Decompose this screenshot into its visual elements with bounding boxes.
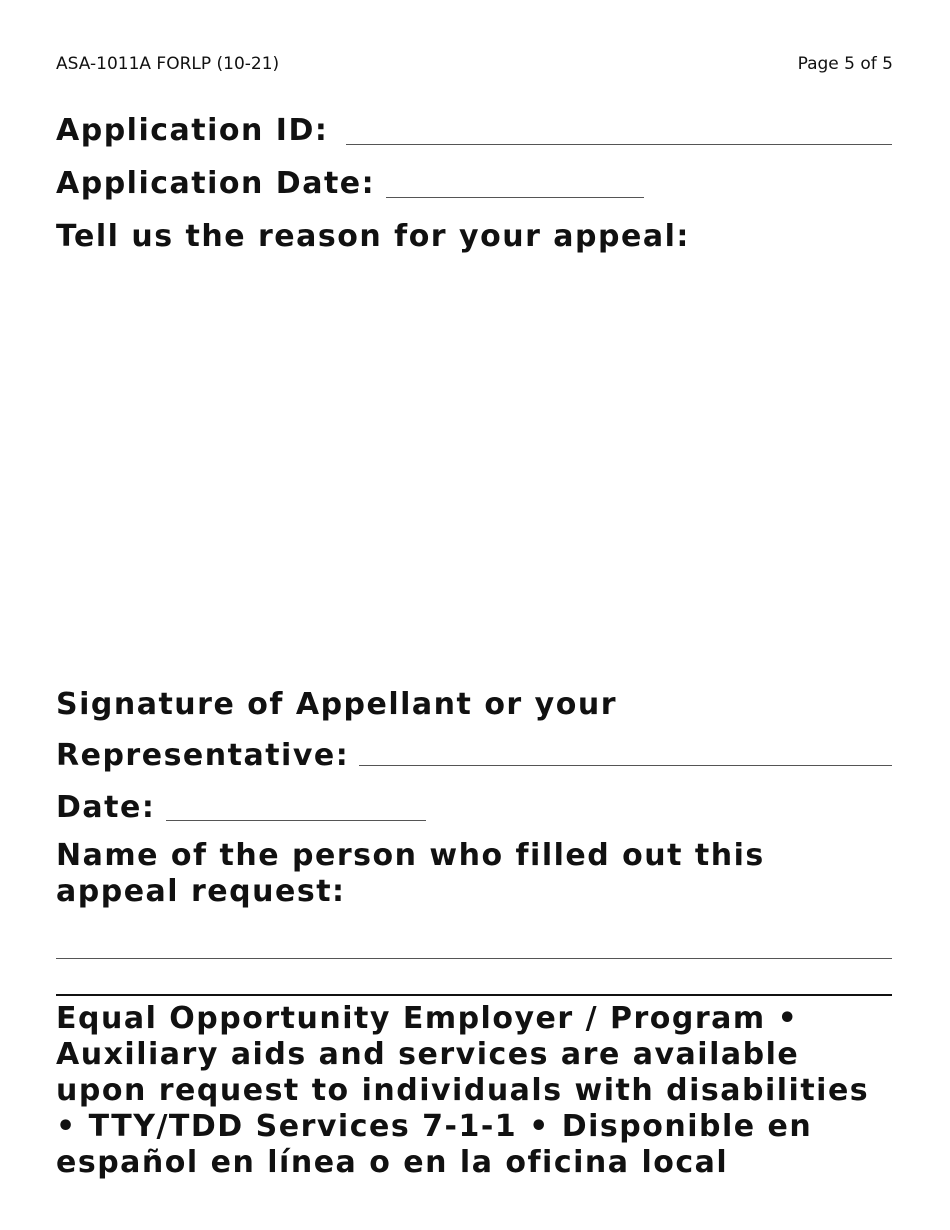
footer-notice xyxy=(56,1001,916,1181)
footer-line-5: español en línea o en la oficina local xyxy=(56,1145,729,1180)
signature-field[interactable] xyxy=(359,765,892,766)
filled-by-label-cont: appeal request: xyxy=(56,874,346,909)
footer-line-4: • TTY/TDD Services 7-1-1 • Disponible en xyxy=(56,1109,813,1144)
reason-label: Tell us the reason for your appeal: xyxy=(56,219,690,254)
footer-line-2: Auxiliary aids and services are available xyxy=(56,1037,800,1072)
filled-by-label: Name of the person who filled out this xyxy=(56,838,765,873)
application-id-label: Application ID: xyxy=(56,113,329,148)
footer-line-3: upon request to individuals with disabilities xyxy=(56,1073,870,1108)
footer-divider xyxy=(56,994,892,996)
footer-line-1: Equal Opportunity Employer / Program • xyxy=(56,1001,799,1036)
filled-by-field[interactable] xyxy=(56,958,892,959)
application-date-field[interactable] xyxy=(386,197,644,198)
application-date-label: Application Date: xyxy=(56,166,376,201)
reason-answer-area[interactable] xyxy=(56,265,892,675)
application-id-field[interactable] xyxy=(346,144,892,145)
date-field[interactable] xyxy=(166,820,426,821)
form-id: ASA-1011A FORLP (10-21) xyxy=(56,54,280,74)
date-label: Date: xyxy=(56,790,156,825)
representative-label: Representative: xyxy=(56,738,350,773)
page-number: Page 5 of 5 xyxy=(797,54,893,74)
signature-label: Signature of Appellant or your xyxy=(56,687,617,722)
